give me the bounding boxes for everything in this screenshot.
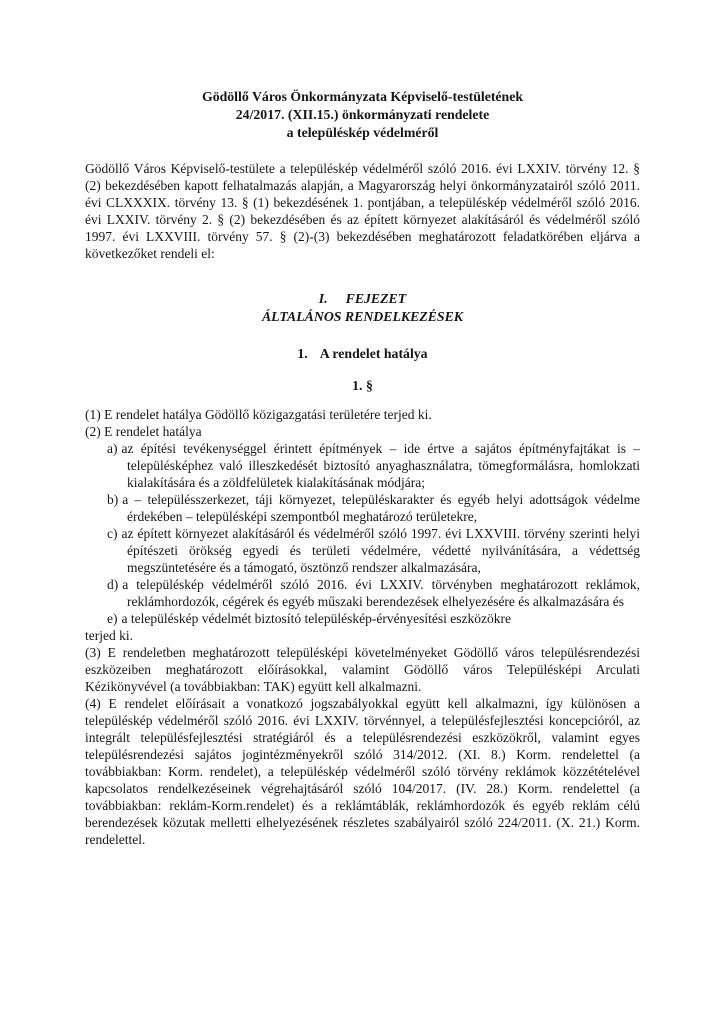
list-item-label: b) bbox=[107, 492, 119, 507]
list-item-text: a – településszerkezet, táji környezet, településkarakter és egyéb helyi adottságok védelme érdekében – településképi szempontból meghatározó területekre, bbox=[122, 492, 640, 524]
chapter-heading-line bbox=[85, 290, 640, 308]
document-title-line-3: a településkép védelméről bbox=[286, 125, 439, 140]
document-body bbox=[85, 406, 640, 848]
paragraph-3: (3) E rendeletben meghatározott településképi követelményeket Gödöllő város településrendezési eszközeiben meghatározott előírásokkal, valamint Gödöllő város Településképi Arculati Kézikönyvével (a továbbiakban: TAK) együtt kell alkalmazni. bbox=[85, 645, 640, 694]
section-number: 1. bbox=[297, 346, 308, 361]
paragraph-1: (1) E rendelet hatálya Gödöllő közigazgatási területére terjed ki. bbox=[85, 407, 432, 422]
list-item-b bbox=[85, 491, 640, 525]
list-item-d bbox=[85, 576, 640, 610]
list-item-label: a) bbox=[107, 441, 118, 456]
paragraph-2-intro: (2) E rendelet hatálya bbox=[85, 424, 202, 439]
list-item-label: e) bbox=[107, 611, 118, 626]
list-item-label: d) bbox=[107, 577, 119, 592]
list-item-text: a településkép védelméről szóló 2016. évi LXXIV. törvényben meghatározott reklámok, reklámhordozók, cégérek és egyéb műszaki berendezések elhelyezésére és alkalmazására és bbox=[122, 577, 640, 609]
chapter-label: FEJEZET bbox=[345, 291, 407, 306]
list-item-c bbox=[85, 525, 640, 576]
section-heading bbox=[85, 345, 640, 362]
document-title-line-2: 24/2017. (XII.15.) önkormányzati rendelete bbox=[235, 107, 490, 122]
list-item-text: az épített környezet alakításáról és védelméről szóló 1997. évi LXXVIII. törvény szerinti helyi építészeti örökség egyedi és területi védelmére, védetté nyilvánítására, a védettség megszüntetésére és a támogató, ösztönző rendszer alkalmazására, bbox=[121, 526, 640, 575]
section-title-text: A rendelet hatálya bbox=[319, 346, 428, 361]
preamble-paragraph: Gödöllő Város Képviselő-testülete a településkép védelméről szóló 2016. évi LXXIV. törvény 12. § (2) bekezdésében kapott felhatalmazás alapján, a Magyarország helyi önkormányzatairól szóló 2011. évi CLXXXIX. törvény 13. § (1) bekezdésének 1. pontjában, a településkép védelméről szóló 2016. évi LXXIV. törvény 2. § (2) bekezdésében és az épített környezet alakításáról és védelméről szóló 1997. évi LXXVIII. törvény 57. § (2)-(3) bekezdésében meghatározott feladatkörében eljárva a következőket rendeli el: bbox=[85, 161, 640, 261]
article-number: 1. § bbox=[352, 378, 373, 393]
chapter-heading bbox=[85, 290, 640, 325]
list-item-text: az építési tevékenységgel érintett építmények – ide értve a sajátos építményfajtákat is – településképhez való illeszkedését biztosító anyaghasználatra, tömegformálásra, homlokzati kialakítására és a zöldfelületek kialakításának módjára; bbox=[121, 441, 640, 490]
document-title-line-1: Gödöllő Város Önkormányzata Képviselő-testületének bbox=[201, 89, 524, 104]
paragraph-4: (4) E rendelet előírásait a vonatkozó jogszabályokkal együtt kell alkalmazni, így különösen a településkép védelméről szóló 2016. évi LXXIV. törvénnyel, a településfejlesztési koncepcióról, az integrált településfejlesztési stratégiáról és a településrendezési eszközökről, valamint egyes településrendezési sajátos jogintézményekről szóló 314/2012. (XI. 8.) Korm. rendelettel (a továbbiakban: Korm. rendelet), a településkép védelméről szóló törvény reklámok közzétételével kapcsolatos rendelkezéseinek végrehajtásáról szóló 104/2017. (IV. 28.) Korm. rendelettel (a továbbiakban: reklám-Korm.rendelet) és a reklámtáblák, reklámhordozók és egyéb reklám célú berendezések közutak melletti elhelyezésének részletes szabályairól szóló 224/2011. (X. 21.) Korm. rendelettel. bbox=[85, 696, 640, 847]
paragraph-2-close: terjed ki. bbox=[85, 628, 133, 643]
document-title bbox=[85, 88, 640, 142]
chapter-number: I. bbox=[318, 291, 328, 306]
list-item-text: a településkép védelmét biztosító településkép-érvényesítési eszközökre bbox=[121, 611, 511, 626]
chapter-subtitle: ÁLTALÁNOS RENDELKEZÉSEK bbox=[261, 308, 463, 324]
list-item-e bbox=[85, 610, 640, 627]
list-item-a bbox=[85, 440, 640, 491]
list-item-label: c) bbox=[107, 526, 118, 541]
